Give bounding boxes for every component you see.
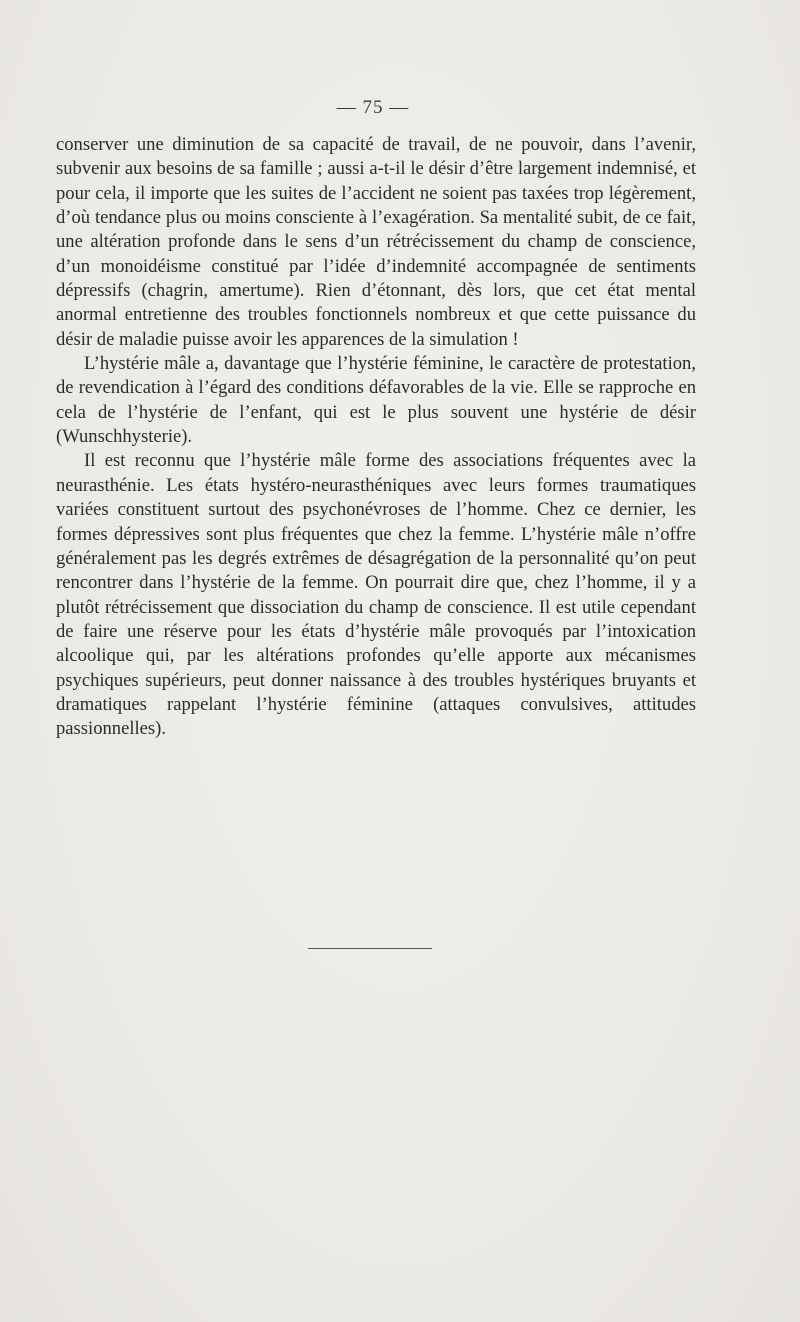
page-number: — 75 — (336, 97, 410, 118)
section-end-rule (308, 948, 432, 949)
paragraph-1: conserver une diminution de sa capacité de travail, de ne pouvoir, dans l’avenir, subvenir aux besoins de sa famille ; aussi a-t-il le désir d’être largement indemnisé, et pour cela, il importe que les suites de l’accident ne soient pas taxées trop légèrement, d’où tendance plus ou moins consciente à l’exagération. Sa mentalité subit, de ce fait, une altération profonde dans le sens d’un rétrécissement du champ de conscience, d’un monoidéisme constitué par l’idée d’indemnité accompagnée de sentiments dépressifs (chagrin, amertume). Rien d’étonnant, dès lors, que cet état mental anormal entretienne des troubles fonctionnels nombreux et que cette puissance du désir de maladie puisse avoir les apparences de la simulation ! (56, 134, 696, 350)
paragraph-3: Il est reconnu que l’hystérie mâle forme des associations fréquentes avec la neurasthénie. Les états hystéro-neurasthéniques avec leurs formes traumatiques variées constituent surtout des psychonévroses de l’homme. Chez ce dernier, les formes dépressives sont plus fréquentes que chez la femme. L’hystérie mâle n’offre généralement pas les degrés extrêmes de désagrégation de la personnalité qu’on peut rencontrer dans l’hystérie de la femme. On pourrait dire que, chez l’homme, il y a plutôt rétrécissement que dissociation du champ de conscience. Il est utile cependant de faire une réserve pour les états d’hystérie mâle provoqués par l’intoxication alcoolique qui, par les altérations profondes qu’elle apporte aux mécanismes psychiques supérieurs, peut donner naissance à des troubles hystériques bruyants et dramatiques rappelant l’hystérie féminine (attaques convulsives, attitudes passionnelles). (56, 450, 696, 740)
paragraph-2: L’hystérie mâle a, davantage que l’hystérie féminine, le caractère de protestation, de revendication à l’égard des conditions défavorables de la vie. Elle se rapproche en cela de l’hystérie de l’enfant, qui est le plus souvent une hystérie de désir (Wunschhysterie). (56, 353, 696, 448)
body-text (56, 133, 696, 742)
